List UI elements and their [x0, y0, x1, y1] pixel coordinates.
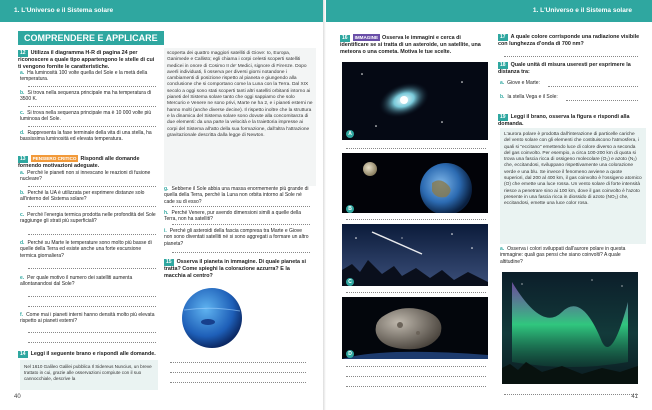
option-d: d. Rappresenta la fase terminale della vita di una stella, ha bassissima luminosità ed elevata temperatura.	[20, 130, 152, 143]
moon-earth-image	[342, 153, 488, 213]
question-text: A quale colore corrisponde una radiazione visibile con lunghezza d'onda di 700 nm?	[498, 34, 640, 47]
option-e: e. Per quale motivo il numero dei satelliti aumenta allontanandosi dal Sole?	[20, 275, 133, 288]
aurora-image	[502, 272, 638, 384]
answer-line[interactable]	[548, 86, 638, 87]
question-16	[340, 34, 488, 56]
meteor-image	[342, 224, 488, 286]
question-text: Utilizza il diagramma H-R di pagina 24 per riconoscere a quale tipo appartengono le stelle di cui ti vengono fornite le caratteristiche.	[18, 50, 155, 70]
question-text: Leggi il brano, osserva la figura e rispondi alla domanda.	[498, 114, 630, 127]
reading-passage-start: Nel 1610 Galileo Galilei pubblica Il Sidereus Nuncius, un breve trattato in cui, grazie alle osservazioni compiute con il suo cannocchiale, descrive la	[20, 360, 158, 390]
reading-passage-continued: scoperta dei quattro maggiori satelliti di Giove: Io, Europa, Ganimede e Callisto; egli chiama i corpi celesti scoperti satelliti medicei in onore di Cosimo II de' Medici, signore di Firenze. Dopo averli individuati, li osserva per diversi giorni notandone i cambiamenti di posizione rispetto al pianeta e giungendo alla conclusione che si comportano come la Luna con la Terra. Dal XIX secolo a oggi sono stati scoperti tanti altri satelliti orbitanti intorno ai pianeti del Sistema solare tanto che oggi sappiamo che solo Mercurio e Venere ne sono privi, Marte ne ha 2, e i pianeti esterni ne hanno molti (anche diverse decine). Il rispetto inoltre che la struttura e la dinamica del Sistema solare sono dovute alla concomitanza di due elementi: da una parte la velocità e la traiettoria impresse ai corpi del Sistema all'atto della sua formazione, dall'altra l'attrazione gravitazionale descritta dalla legge di Newton.	[164, 48, 316, 186]
question-number: 14	[20, 351, 26, 357]
page-number: 40	[14, 394, 21, 400]
option-b: b. la stella Vega e il Sole:	[500, 94, 558, 100]
question-number: 18	[500, 62, 506, 68]
answer-line[interactable]	[28, 126, 156, 127]
question-19-a: a. Osserva i colori sviluppati dall'aurore polare in questa immagine: quali gas pensi che siano coinvolti? A quale altitudine?	[500, 246, 626, 265]
aurora-passage: L'aurora polare è prodotta dall'interazione di particelle cariche del vento solare con gli elementi che costituiscono l'atmosfera, i quali si "eccitano" emettendo luce di colore diverso a seconda del gas coinvolto. Per esempio, a circa 100-200 km di quota si trova una fascia ricca di ossigeno molecolare (O₂) e azoto (N₂) che, eccitandosi, sviluppano rispettivamente una colorazione verde e una blu. Se invece il fenomeno avviene a quote superiori, dal 200 al 400 km, il gas coinvolto è l'ossigeno atomico (O) che emette una luce rossa. Un vento solare di forte intensità riesce a penetrare sino ai 100 km, dove il gas coinvolto è l'azoto presente in una fascia ricca in diossido di azoto (NO₂) che, eccitandosi, emette una luce color rosa.	[500, 128, 646, 244]
question-14	[18, 351, 158, 358]
answer-line[interactable]	[504, 394, 638, 395]
answer-line[interactable]	[346, 366, 486, 367]
answer-line[interactable]	[28, 106, 156, 107]
option-a: a. Ha luminosità 100 volte quella del Sole e la metà della temperatura.	[20, 70, 148, 83]
planet-image	[166, 284, 308, 354]
question-number: 13	[20, 156, 26, 162]
answer-line[interactable]	[28, 332, 156, 333]
question-17	[498, 34, 642, 48]
answer-line[interactable]	[28, 268, 156, 269]
section-title: COMPRENDERE E APPLICARE	[18, 31, 164, 45]
answer-line[interactable]	[28, 306, 156, 307]
question-text: Osserva le immagini e cerca di identificare se si tratta di un asteroide, un satellite, una meteora o una cometa. Motiva le tue scelte.	[340, 35, 481, 55]
question-text: Rispondi alle domande fornendo motivazioni adeguate.	[18, 156, 140, 169]
answer-line[interactable]	[172, 224, 310, 225]
question-number: 15	[166, 259, 172, 265]
question-number: 12	[20, 50, 26, 56]
answer-line[interactable]	[28, 296, 156, 297]
option-b: b. Si trova nella sequenza principale ma ha temperatura di 3500 K.	[20, 90, 152, 103]
page-number: 41	[631, 394, 638, 400]
comet-image	[342, 62, 488, 140]
option-c: c. Si trova nella sequenza principale ma è 10 000 volte più luminosa del Sole.	[20, 110, 152, 123]
left-header	[0, 0, 326, 22]
question-number: 19	[500, 114, 506, 120]
badge-a: A	[346, 130, 354, 138]
answer-line[interactable]	[28, 206, 156, 207]
question-text: Leggi il seguente brano e rispondi alle domande.	[30, 351, 156, 357]
option-f: f. Come mai i pianeti interni hanno densità molto più elevata rispetto ai pianeti esterni?	[20, 312, 155, 325]
option-g: g. Sebbene il Sole abbia una massa enormemente più grande di quella della Terra, perché la Luna non orbita intorno al Sole né cade su di esso?	[164, 186, 309, 205]
right-header	[326, 0, 652, 22]
answer-line[interactable]	[28, 342, 156, 343]
answer-line[interactable]	[346, 148, 486, 149]
badge-d: D	[346, 350, 354, 358]
badge-c: C	[346, 278, 354, 286]
option-a: a. Perché le pianeti non si innescano le reazioni di fusione nucleare?	[20, 170, 151, 183]
answer-line[interactable]	[28, 234, 156, 235]
question-number: 16	[342, 35, 348, 41]
option-d: d. Perché su Marte le temperature sono molto più basse di quelle della Terra ed esiste anche una forte escursione termica giornaliera?	[20, 240, 152, 259]
option-i: i. Perché gli asteroidi della fascia compresa tra Marte e Giove non sono diventati satelliti né si sono aggregati a formare un altro pianeta?	[164, 228, 309, 247]
question-number: 17	[500, 34, 506, 40]
asteroid-image	[342, 297, 488, 359]
critical-thinking-tag: PENSIERO CRITICO	[32, 156, 77, 161]
badge-b: B	[346, 205, 354, 213]
question-15	[164, 259, 310, 280]
question-text: Osserva il pianeta in immagine. Di quale pianeta si tratta? Come spieghi la colorazione azzurra? E la macchia al centro?	[164, 259, 306, 279]
answer-line[interactable]	[172, 252, 310, 253]
answer-line[interactable]	[170, 372, 306, 373]
question-18	[498, 62, 642, 76]
left-header-text: 1. L'Universo e il Sistema solare	[14, 7, 114, 14]
option-a: a. Giove e Marte:	[500, 80, 540, 86]
right-page	[326, 0, 652, 410]
question-12	[18, 50, 158, 71]
option-c: c. Perché l'energia termica prodotta nelle profondità del Sole raggiunge gli strati più superficiali?	[20, 212, 156, 225]
answer-line[interactable]	[346, 292, 486, 293]
answer-line[interactable]	[170, 362, 306, 363]
right-header-text: 1. L'Universo e il Sistema solare	[532, 7, 632, 14]
question-text: Quale unità di misura useresti per esprimere la distanza tra:	[498, 62, 631, 75]
answer-line[interactable]	[172, 206, 310, 207]
answer-line[interactable]	[346, 386, 486, 387]
neptune-illustration	[166, 284, 308, 354]
answer-line[interactable]	[28, 86, 156, 87]
answer-line[interactable]	[504, 56, 638, 57]
answer-line[interactable]	[346, 219, 486, 220]
answer-line[interactable]	[170, 382, 306, 383]
answer-line[interactable]	[346, 376, 486, 377]
option-b: b. Perché la UA è utilizzata per esprimere distanze solo all'interno del Sistema solare?	[20, 190, 145, 203]
answer-line[interactable]	[566, 100, 638, 101]
question-13	[18, 155, 158, 170]
image-tag: IMMAGINE	[354, 35, 379, 40]
answer-line[interactable]	[28, 186, 156, 187]
question-19	[498, 114, 642, 128]
option-h: h. Perché Venere, pur avendo dimensioni simili a quelle della Terra, non ha satelliti?	[164, 210, 301, 223]
